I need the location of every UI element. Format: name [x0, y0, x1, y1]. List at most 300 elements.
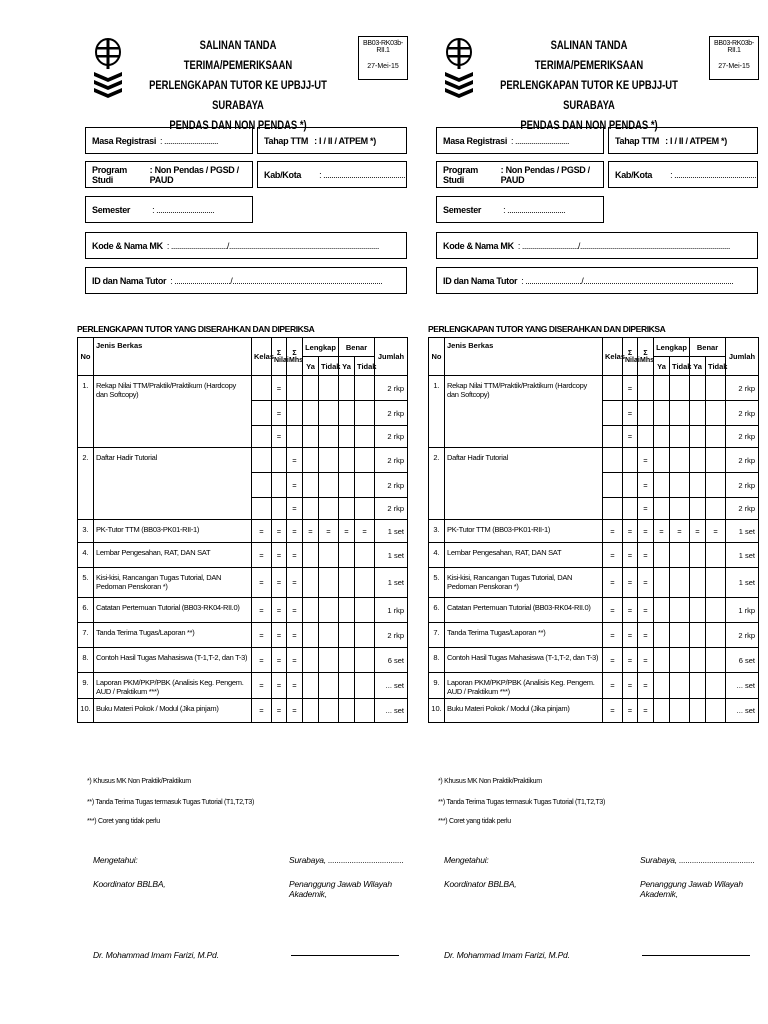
row-jenis-berkas: Rekap Nilai TTM/Praktik/Praktikum (Hardcopy dan Softcopy)	[94, 376, 252, 448]
cell-lengkap-ya[interactable]	[303, 543, 319, 568]
cell-benar-ya[interactable]	[690, 401, 706, 426]
cell-lengkap-ya[interactable]	[654, 401, 670, 426]
cell-mhs: =	[638, 473, 654, 498]
cell-lengkap-ya[interactable]	[654, 568, 670, 598]
table-row	[429, 673, 759, 699]
cell-nilai: =	[272, 543, 287, 568]
cell-benar-tidak[interactable]	[706, 598, 726, 623]
cell-lengkap-tidak[interactable]	[319, 473, 339, 498]
row-number: 5.	[78, 568, 94, 598]
cell-benar-ya[interactable]	[339, 498, 355, 520]
cell-kelas	[252, 426, 272, 448]
field-program-studi[interactable]: Program Studi : Non Pendas / PGSD / PAUD	[436, 161, 604, 188]
doc-code-box	[709, 36, 759, 80]
cell-kelas: =	[252, 699, 272, 723]
cell-lengkap-ya[interactable]	[654, 598, 670, 623]
cell-lengkap-tidak[interactable]	[670, 498, 690, 520]
cell-kelas	[252, 473, 272, 498]
form-title: SALINAN TANDA TERIMA/PEMERIKSAAN PERLENGKAPAN TUTOR KE UPBJJ-UT SURABAYA PENDAS DAN NON PENDAS *)	[500, 40, 678, 132]
col-lengkap-ya: Ya	[654, 357, 670, 376]
cell-benar-tidak[interactable]	[706, 673, 726, 699]
cell-benar-tidak[interactable]	[706, 498, 726, 520]
field-masa-registrasi[interactable]: Masa Registrasi : ...........................	[85, 127, 253, 154]
cell-benar-ya[interactable]	[339, 598, 355, 623]
cell-nilai: =	[623, 543, 638, 568]
cell-kelas	[603, 426, 623, 448]
cell-benar-ya[interactable]	[690, 498, 706, 520]
table-row	[78, 568, 408, 598]
table-row	[429, 623, 759, 648]
cell-benar-tidak[interactable]: =	[355, 520, 375, 543]
penanggung-jawab-label: Penanggung Jawab Wilayah Akademik,	[289, 879, 392, 899]
cell-lengkap-tidak[interactable]	[670, 673, 690, 699]
cell-jumlah: 2 rkp	[375, 448, 408, 473]
cell-lengkap-tidak[interactable]	[670, 401, 690, 426]
table-row	[429, 598, 759, 623]
cell-benar-ya[interactable]: =	[690, 520, 706, 543]
cell-mhs: =	[638, 543, 654, 568]
field-kab-kota[interactable]: Kab/Kota : .........................................	[608, 161, 758, 188]
cell-benar-ya[interactable]	[690, 623, 706, 648]
cell-benar-ya[interactable]	[339, 426, 355, 448]
cell-benar-ya[interactable]	[339, 448, 355, 473]
cell-lengkap-tidak[interactable]	[319, 401, 339, 426]
cell-kelas: =	[603, 673, 623, 699]
cell-lengkap-tidak[interactable]	[670, 699, 690, 723]
cell-lengkap-ya[interactable]	[303, 568, 319, 598]
cell-lengkap-ya[interactable]	[303, 673, 319, 699]
cell-lengkap-ya[interactable]	[654, 376, 670, 401]
cell-nilai: =	[272, 568, 287, 598]
cell-benar-tidak[interactable]	[706, 648, 726, 673]
row-jenis-berkas: Catatan Pertemuan Tutorial (BB03-RK04-RII.0)	[94, 598, 252, 623]
cell-benar-tidak[interactable]	[706, 473, 726, 498]
cell-lengkap-tidak[interactable]	[670, 623, 690, 648]
col-benar-tidak: Tidak	[706, 357, 726, 376]
cell-mhs: =	[287, 598, 303, 623]
cell-jumlah: 1 set	[726, 568, 759, 598]
cell-jumlah: 1 rkp	[726, 598, 759, 623]
cell-benar-ya[interactable]	[690, 473, 706, 498]
cell-lengkap-ya[interactable]: =	[303, 520, 319, 543]
cell-mhs: =	[638, 448, 654, 473]
cell-benar-tidak[interactable]	[706, 448, 726, 473]
cell-lengkap-tidak[interactable]	[670, 543, 690, 568]
cell-lengkap-tidak[interactable]	[670, 448, 690, 473]
cell-benar-ya[interactable]	[339, 568, 355, 598]
cell-nilai: =	[272, 673, 287, 699]
cell-benar-tidak[interactable]	[355, 473, 375, 498]
cell-mhs: =	[638, 673, 654, 699]
cell-benar-tidak[interactable]	[706, 568, 726, 598]
row-number: 9.	[78, 673, 94, 699]
table-row	[429, 520, 759, 543]
cell-nilai: =	[272, 648, 287, 673]
doc-code-box	[358, 36, 408, 80]
row-jenis-berkas: Lembar Pengesahan, RAT, DAN SAT	[445, 543, 603, 568]
field-masa-registrasi[interactable]: Masa Registrasi : ...........................	[436, 127, 604, 154]
cell-nilai	[272, 498, 287, 520]
cell-mhs: =	[287, 448, 303, 473]
form-copy-left	[77, 0, 413, 1024]
field-id-nama-tutor[interactable]: ID dan Nama Tutor : ............................/...........................................................................	[85, 267, 407, 294]
col-benar: Benar	[339, 338, 375, 357]
field-tahap-ttm[interactable]: Tahap TTM : I / II / ATPEM *)	[608, 127, 758, 154]
table-row	[78, 520, 408, 543]
cell-jumlah: 2 rkp	[726, 426, 759, 448]
cell-mhs: =	[287, 543, 303, 568]
cell-kelas	[252, 498, 272, 520]
cell-lengkap-ya[interactable]	[654, 543, 670, 568]
col-nilai: Σ Nilai	[272, 338, 287, 376]
footnote-3: ***) Coret yang tidak perlu	[87, 818, 160, 825]
cell-benar-tidak[interactable]	[706, 401, 726, 426]
cell-kelas: =	[252, 520, 272, 543]
row-jenis-berkas: Contoh Hasil Tugas Mahasiswa (T-1,T-2, dan T-3)	[94, 648, 252, 673]
cell-jumlah: 2 rkp	[375, 498, 408, 520]
cell-nilai: =	[272, 699, 287, 723]
cell-nilai: =	[272, 376, 287, 401]
doc-code: BB03-RK03b-RII.1	[363, 40, 403, 54]
cell-nilai: =	[623, 401, 638, 426]
cell-mhs	[287, 376, 303, 401]
cell-nilai: =	[623, 648, 638, 673]
col-benar-ya: Ya	[339, 357, 355, 376]
row-jenis-berkas: Daftar Hadir Tutorial	[445, 448, 603, 520]
cell-kelas: =	[252, 673, 272, 699]
cell-mhs: =	[287, 498, 303, 520]
col-nilai: Σ Nilai	[623, 338, 638, 376]
cell-lengkap-ya[interactable]: =	[654, 520, 670, 543]
cell-kelas: =	[252, 543, 272, 568]
cell-benar-ya[interactable]	[690, 448, 706, 473]
koordinator-label: Koordinator BBLBA,	[93, 879, 166, 889]
form-copy-right	[428, 0, 764, 1024]
cell-benar-ya[interactable]	[690, 598, 706, 623]
row-number: 4.	[78, 543, 94, 568]
cell-kelas: =	[252, 568, 272, 598]
cell-benar-tidak[interactable]	[355, 543, 375, 568]
cell-benar-tidak[interactable]	[355, 448, 375, 473]
cell-mhs: =	[638, 568, 654, 598]
doc-code: BB03-RK03b-RII.1	[714, 40, 754, 54]
col-jenis-berkas: Jenis Berkas	[94, 338, 252, 376]
cell-benar-tidak[interactable]	[355, 376, 375, 401]
cell-kelas	[603, 498, 623, 520]
field-id-nama-tutor[interactable]: ID dan Nama Tutor : ............................/...........................................................................	[436, 267, 758, 294]
row-number: 3.	[78, 520, 94, 543]
cell-benar-tidak[interactable]	[355, 623, 375, 648]
cell-lengkap-ya[interactable]	[303, 498, 319, 520]
cell-lengkap-tidak[interactable]	[319, 598, 339, 623]
cell-jumlah: 2 rkp	[726, 376, 759, 401]
cell-benar-tidak[interactable]	[355, 699, 375, 723]
signature-line	[291, 955, 399, 956]
cell-kelas: =	[603, 543, 623, 568]
cell-lengkap-tidak[interactable]	[319, 498, 339, 520]
section-title: PERLENGKAPAN TUTOR YANG DISERAHKAN DAN DIPERIKSA	[428, 324, 666, 334]
field-kode-nama-mk[interactable]: Kode & Nama MK : ............................/...........................................................................	[436, 232, 758, 259]
doc-date: 27-Mei-15	[718, 63, 750, 70]
cell-jumlah: 1 set	[375, 568, 408, 598]
cell-benar-ya[interactable]	[339, 543, 355, 568]
table-row	[78, 648, 408, 673]
footnote-1: *) Khusus MK Non Praktik/Praktikum	[438, 778, 542, 785]
cell-lengkap-tidak[interactable]: =	[670, 520, 690, 543]
table-row	[78, 448, 408, 473]
cell-benar-tidak[interactable]	[355, 598, 375, 623]
cell-jumlah: 2 rkp	[375, 426, 408, 448]
row-number: 6.	[429, 598, 445, 623]
cell-nilai	[623, 448, 638, 473]
cell-kelas	[252, 401, 272, 426]
cell-nilai: =	[272, 623, 287, 648]
row-jenis-berkas: Lembar Pengesahan, RAT, DAN SAT	[94, 543, 252, 568]
cell-benar-tidak[interactable]	[355, 426, 375, 448]
cell-benar-tidak[interactable]	[706, 699, 726, 723]
cell-jumlah: ... set	[375, 673, 408, 699]
cell-lengkap-ya[interactable]	[654, 699, 670, 723]
cell-mhs: =	[287, 568, 303, 598]
cell-lengkap-ya[interactable]	[654, 673, 670, 699]
row-number: 10.	[429, 699, 445, 723]
cell-mhs: =	[287, 473, 303, 498]
cell-lengkap-ya[interactable]	[654, 473, 670, 498]
cell-kelas	[603, 401, 623, 426]
field-program-studi[interactable]: Program Studi : Non Pendas / PGSD / PAUD	[85, 161, 253, 188]
cell-nilai: =	[623, 426, 638, 448]
cell-mhs: =	[638, 699, 654, 723]
table-row	[78, 543, 408, 568]
footnote-2: **) Tanda Terima Tugas termasuk Tugas Tutorial (T1,T2,T3)	[438, 799, 606, 806]
cell-benar-ya[interactable]	[690, 543, 706, 568]
cell-benar-tidak[interactable]	[355, 673, 375, 699]
cell-jumlah: 6 set	[726, 648, 759, 673]
checklist-table	[428, 337, 759, 723]
cell-mhs: =	[287, 699, 303, 723]
cell-lengkap-ya[interactable]	[303, 699, 319, 723]
cell-jumlah: ... set	[726, 673, 759, 699]
cell-benar-tidak[interactable]	[355, 498, 375, 520]
cell-benar-ya[interactable]	[339, 623, 355, 648]
col-mhs: Σ Mhs	[638, 338, 654, 376]
cell-lengkap-ya[interactable]	[654, 648, 670, 673]
row-jenis-berkas: Kisi-kisi, Rancangan Tugas Tutorial, DAN Pedoman Penskoran *)	[94, 568, 252, 598]
cell-lengkap-ya[interactable]	[303, 598, 319, 623]
cell-lengkap-tidak[interactable]	[670, 376, 690, 401]
cell-benar-tidak[interactable]: =	[706, 520, 726, 543]
cell-kelas: =	[603, 568, 623, 598]
cell-lengkap-ya[interactable]	[303, 376, 319, 401]
cell-jumlah: 1 rkp	[375, 598, 408, 623]
cell-lengkap-ya[interactable]	[654, 498, 670, 520]
cell-jumlah: 1 set	[375, 520, 408, 543]
cell-jumlah: 1 set	[375, 543, 408, 568]
row-jenis-berkas: Tanda Terima Tugas/Laporan **)	[94, 623, 252, 648]
cell-mhs	[287, 401, 303, 426]
table-row	[429, 448, 759, 473]
ut-logo-icon	[91, 36, 125, 106]
cell-nilai	[272, 473, 287, 498]
cell-lengkap-ya[interactable]	[303, 426, 319, 448]
cell-benar-ya[interactable]	[690, 648, 706, 673]
col-mhs: Σ Mhs	[287, 338, 303, 376]
row-jenis-berkas: Rekap Nilai TTM/Praktik/Praktikum (Hardcopy dan Softcopy)	[445, 376, 603, 448]
cell-lengkap-tidak[interactable]	[319, 699, 339, 723]
cell-lengkap-tidak[interactable]	[670, 598, 690, 623]
cell-mhs	[638, 401, 654, 426]
cell-lengkap-tidak[interactable]	[319, 426, 339, 448]
row-number: 5.	[429, 568, 445, 598]
cell-lengkap-tidak[interactable]: =	[319, 520, 339, 543]
cell-lengkap-ya[interactable]	[303, 401, 319, 426]
cell-lengkap-tidak[interactable]	[319, 648, 339, 673]
row-jenis-berkas: PK-Tutor TTM (BB03-PK01-RII-1)	[94, 520, 252, 543]
form-title: SALINAN TANDA TERIMA/PEMERIKSAAN PERLENGKAPAN TUTOR KE UPBJJ-UT SURABAYA PENDAS DAN NON PENDAS *)	[149, 40, 327, 132]
cell-nilai: =	[623, 520, 638, 543]
cell-nilai: =	[623, 699, 638, 723]
cell-lengkap-tidak[interactable]	[319, 623, 339, 648]
cell-benar-ya[interactable]	[339, 648, 355, 673]
col-lengkap: Lengkap	[654, 338, 690, 357]
cell-mhs: =	[638, 598, 654, 623]
row-jenis-berkas: Buku Materi Pokok / Modul (Jika pinjam)	[94, 699, 252, 723]
cell-mhs: =	[287, 520, 303, 543]
cell-mhs	[638, 426, 654, 448]
cell-benar-ya[interactable]	[690, 699, 706, 723]
cell-benar-ya[interactable]	[339, 376, 355, 401]
row-number: 8.	[78, 648, 94, 673]
cell-benar-tidak[interactable]	[355, 568, 375, 598]
cell-lengkap-tidak[interactable]	[319, 448, 339, 473]
cell-lengkap-ya[interactable]	[654, 448, 670, 473]
cell-kelas	[252, 376, 272, 401]
row-jenis-berkas: Tanda Terima Tugas/Laporan **)	[445, 623, 603, 648]
row-jenis-berkas: Daftar Hadir Tutorial	[94, 448, 252, 520]
field-kode-nama-mk[interactable]: Kode & Nama MK : ............................/...........................................................................	[85, 232, 407, 259]
row-jenis-berkas: Catatan Pertemuan Tutorial (BB03-RK04-RII.0)	[445, 598, 603, 623]
cell-lengkap-ya[interactable]	[654, 623, 670, 648]
field-semester[interactable]: Semester : .............................	[85, 196, 253, 223]
cell-benar-tidak[interactable]	[706, 623, 726, 648]
cell-lengkap-tidak[interactable]	[670, 426, 690, 448]
cell-lengkap-ya[interactable]	[303, 473, 319, 498]
cell-jumlah: ... set	[726, 699, 759, 723]
cell-nilai	[623, 473, 638, 498]
row-number: 6.	[78, 598, 94, 623]
cell-benar-ya[interactable]	[339, 401, 355, 426]
cell-benar-tidak[interactable]	[355, 648, 375, 673]
koordinator-label: Koordinator BBLBA,	[444, 879, 517, 889]
row-number: 9.	[429, 673, 445, 699]
table-row	[78, 673, 408, 699]
row-jenis-berkas: Laporan PKM/PKP/PBK (Analisis Keg. Pengem. AUD / Praktikum ***)	[445, 673, 603, 699]
footnote-1: *) Khusus MK Non Praktik/Praktikum	[87, 778, 191, 785]
cell-benar-ya[interactable]: =	[339, 520, 355, 543]
cell-benar-tidak[interactable]	[706, 543, 726, 568]
cell-nilai: =	[272, 401, 287, 426]
cell-kelas: =	[603, 648, 623, 673]
cell-mhs: =	[287, 673, 303, 699]
cell-nilai: =	[623, 673, 638, 699]
row-jenis-berkas: Laporan PKM/PKP/PBK (Analisis Keg. Pengem. AUD / Praktikum ***)	[94, 673, 252, 699]
table-row	[429, 543, 759, 568]
cell-lengkap-ya[interactable]	[654, 426, 670, 448]
row-number: 8.	[429, 648, 445, 673]
col-jumlah: Jumlah	[375, 338, 408, 376]
col-lengkap-ya: Ya	[303, 357, 319, 376]
cell-nilai	[623, 498, 638, 520]
cell-jumlah: 1 set	[726, 543, 759, 568]
col-benar-tidak: Tidak	[355, 357, 375, 376]
cell-lengkap-ya[interactable]	[303, 448, 319, 473]
cell-lengkap-ya[interactable]	[303, 648, 319, 673]
row-number: 4.	[429, 543, 445, 568]
cell-lengkap-tidak[interactable]	[319, 673, 339, 699]
col-benar-ya: Ya	[690, 357, 706, 376]
cell-benar-ya[interactable]	[690, 376, 706, 401]
cell-lengkap-ya[interactable]	[303, 623, 319, 648]
penanggung-jawab-label: Penanggung Jawab Wilayah Akademik,	[640, 879, 743, 899]
cell-mhs: =	[287, 623, 303, 648]
cell-lengkap-tidak[interactable]	[670, 648, 690, 673]
mengetahui-label: Mengetahui:	[444, 855, 489, 865]
cell-jumlah: ... set	[375, 699, 408, 723]
row-number: 2.	[78, 448, 94, 520]
cell-kelas: =	[603, 623, 623, 648]
col-jumlah: Jumlah	[726, 338, 759, 376]
field-kab-kota[interactable]: Kab/Kota : .........................................	[257, 161, 407, 188]
cell-nilai	[272, 448, 287, 473]
cell-lengkap-tidak[interactable]	[319, 568, 339, 598]
cell-mhs: =	[638, 498, 654, 520]
cell-benar-ya[interactable]	[690, 568, 706, 598]
cell-nilai: =	[623, 623, 638, 648]
cell-nilai: =	[623, 376, 638, 401]
cell-benar-ya[interactable]	[339, 473, 355, 498]
cell-lengkap-tidak[interactable]	[319, 376, 339, 401]
cell-mhs: =	[638, 648, 654, 673]
cell-lengkap-tidak[interactable]	[670, 568, 690, 598]
cell-nilai: =	[623, 568, 638, 598]
cell-jumlah: 2 rkp	[375, 623, 408, 648]
cell-mhs: =	[638, 520, 654, 543]
cell-lengkap-tidak[interactable]	[670, 473, 690, 498]
cell-lengkap-tidak[interactable]	[319, 543, 339, 568]
cell-benar-tidak[interactable]	[706, 426, 726, 448]
cell-benar-tidak[interactable]	[355, 401, 375, 426]
cell-jumlah: 2 rkp	[726, 623, 759, 648]
cell-benar-ya[interactable]	[690, 426, 706, 448]
col-lengkap-tidak: Tidak	[670, 357, 690, 376]
cell-benar-ya[interactable]	[339, 699, 355, 723]
cell-jumlah: 2 rkp	[375, 473, 408, 498]
cell-nilai: =	[272, 598, 287, 623]
row-number: 7.	[78, 623, 94, 648]
cell-benar-ya[interactable]	[339, 673, 355, 699]
footnote-3: ***) Coret yang tidak perlu	[438, 818, 511, 825]
ut-logo-icon	[442, 36, 476, 106]
col-lengkap-tidak: Tidak	[319, 357, 339, 376]
table-row	[78, 623, 408, 648]
cell-benar-tidak[interactable]	[706, 376, 726, 401]
koordinator-name: Dr. Mohammad Imam Farizi, M.Pd.	[93, 950, 219, 960]
field-tahap-ttm[interactable]: Tahap TTM : I / II / ATPEM *)	[257, 127, 407, 154]
field-semester[interactable]: Semester : .............................	[436, 196, 604, 223]
cell-kelas: =	[252, 598, 272, 623]
table-row	[78, 598, 408, 623]
cell-benar-ya[interactable]	[690, 673, 706, 699]
